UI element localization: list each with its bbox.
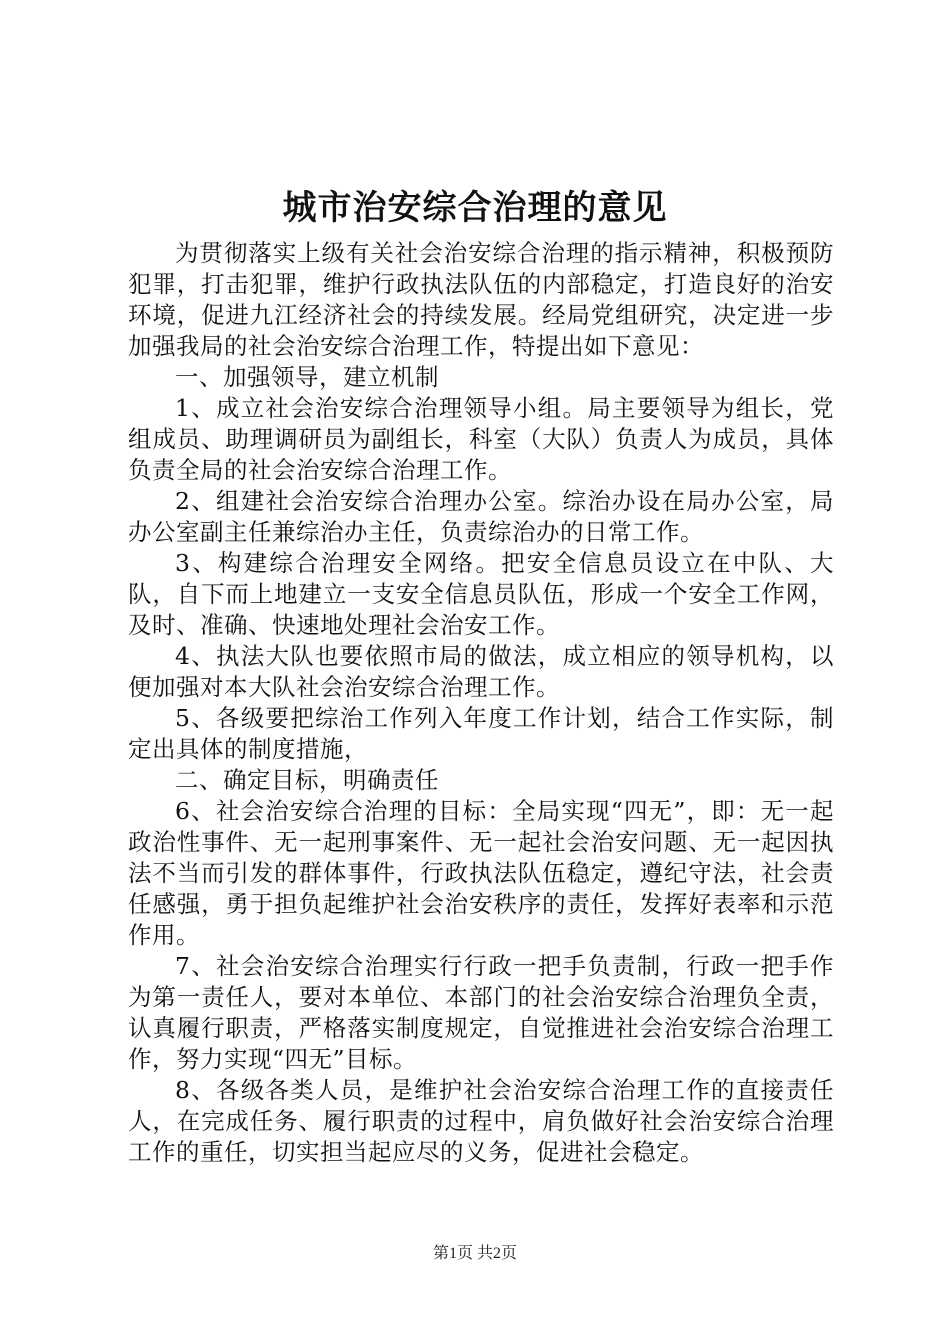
paragraph-item-6: 6、社会治安综合治理的目标：全局实现“四无”，即：无一起政治性事件、无一起刑事案件、无一起社会治安问题、无一起因执法不当而引发的群体事件，行政执法队伍稳定，遵纪守法，社会责任感强，勇于担负起维护社会治安秩序的责任，发挥好表率和示范作用。	[128, 797, 834, 949]
document-body	[128, 238, 834, 1168]
paragraph-item-4: 4、执法大队也要依照市局的做法，成立相应的领导机构，以便加强对本大队社会治安综合治理工作。	[128, 642, 834, 701]
paragraph-item-3: 3、构建综合治理安全网络。把安全信息员设立在中队、大队，自下而上地建立一支安全信息员队伍，形成一个安全工作网，及时、准确、快速地处理社会治安工作。	[128, 549, 834, 639]
section-heading-2: 二、确定目标，明确责任	[175, 766, 439, 794]
paragraph-item-8: 8、各级各类人员，是维护社会治安综合治理工作的直接责任人，在完成任务、履行职责的过程中，肩负做好社会治安综合治理工作的重任，切实担当起应尽的义务，促进社会稳定。	[128, 1076, 834, 1166]
paragraph-item-5: 5、各级要把综治工作列入年度工作计划，结合工作实际，制定出具体的制度措施，	[128, 704, 834, 763]
paragraph-item-7: 7、社会治安综合治理实行行政一把手负责制，行政一把手作为第一责任人，要对本单位、本部门的社会治安综合治理负全责，认真履行职责，严格落实制度规定，自觉推进社会治安综合治理工作，努力实现“四无”目标。	[128, 952, 834, 1073]
paragraph-item-1: 1、成立社会治安综合治理领导小组。局主要领导为组长，党组成员、助理调研员为副组长，科室（大队）负责人为成员，具体负责全局的社会治安综合治理工作。	[128, 394, 834, 484]
paragraph-item-2: 2、组建社会治安综合治理办公室。综治办设在局办公室，局办公室副主任兼综治办主任，负责综治办的日常工作。	[128, 487, 834, 546]
page-number-footer: 第1页 共2页	[432, 1245, 517, 1262]
document-title: 城市治安综合治理的意见	[282, 188, 668, 228]
intro-paragraph: 为贯彻落实上级有关社会治安综合治理的指示精神，积极预防犯罪，打击犯罪，维护行政执法队伍的内部稳定，打造良好的治安环境，促进九江经济社会的持续发展。经局党组研究，决定进一步加强我局的社会治安综合治理工作，特提出如下意见：	[128, 239, 834, 360]
section-heading-1: 一、加强领导，建立机制	[175, 363, 439, 391]
